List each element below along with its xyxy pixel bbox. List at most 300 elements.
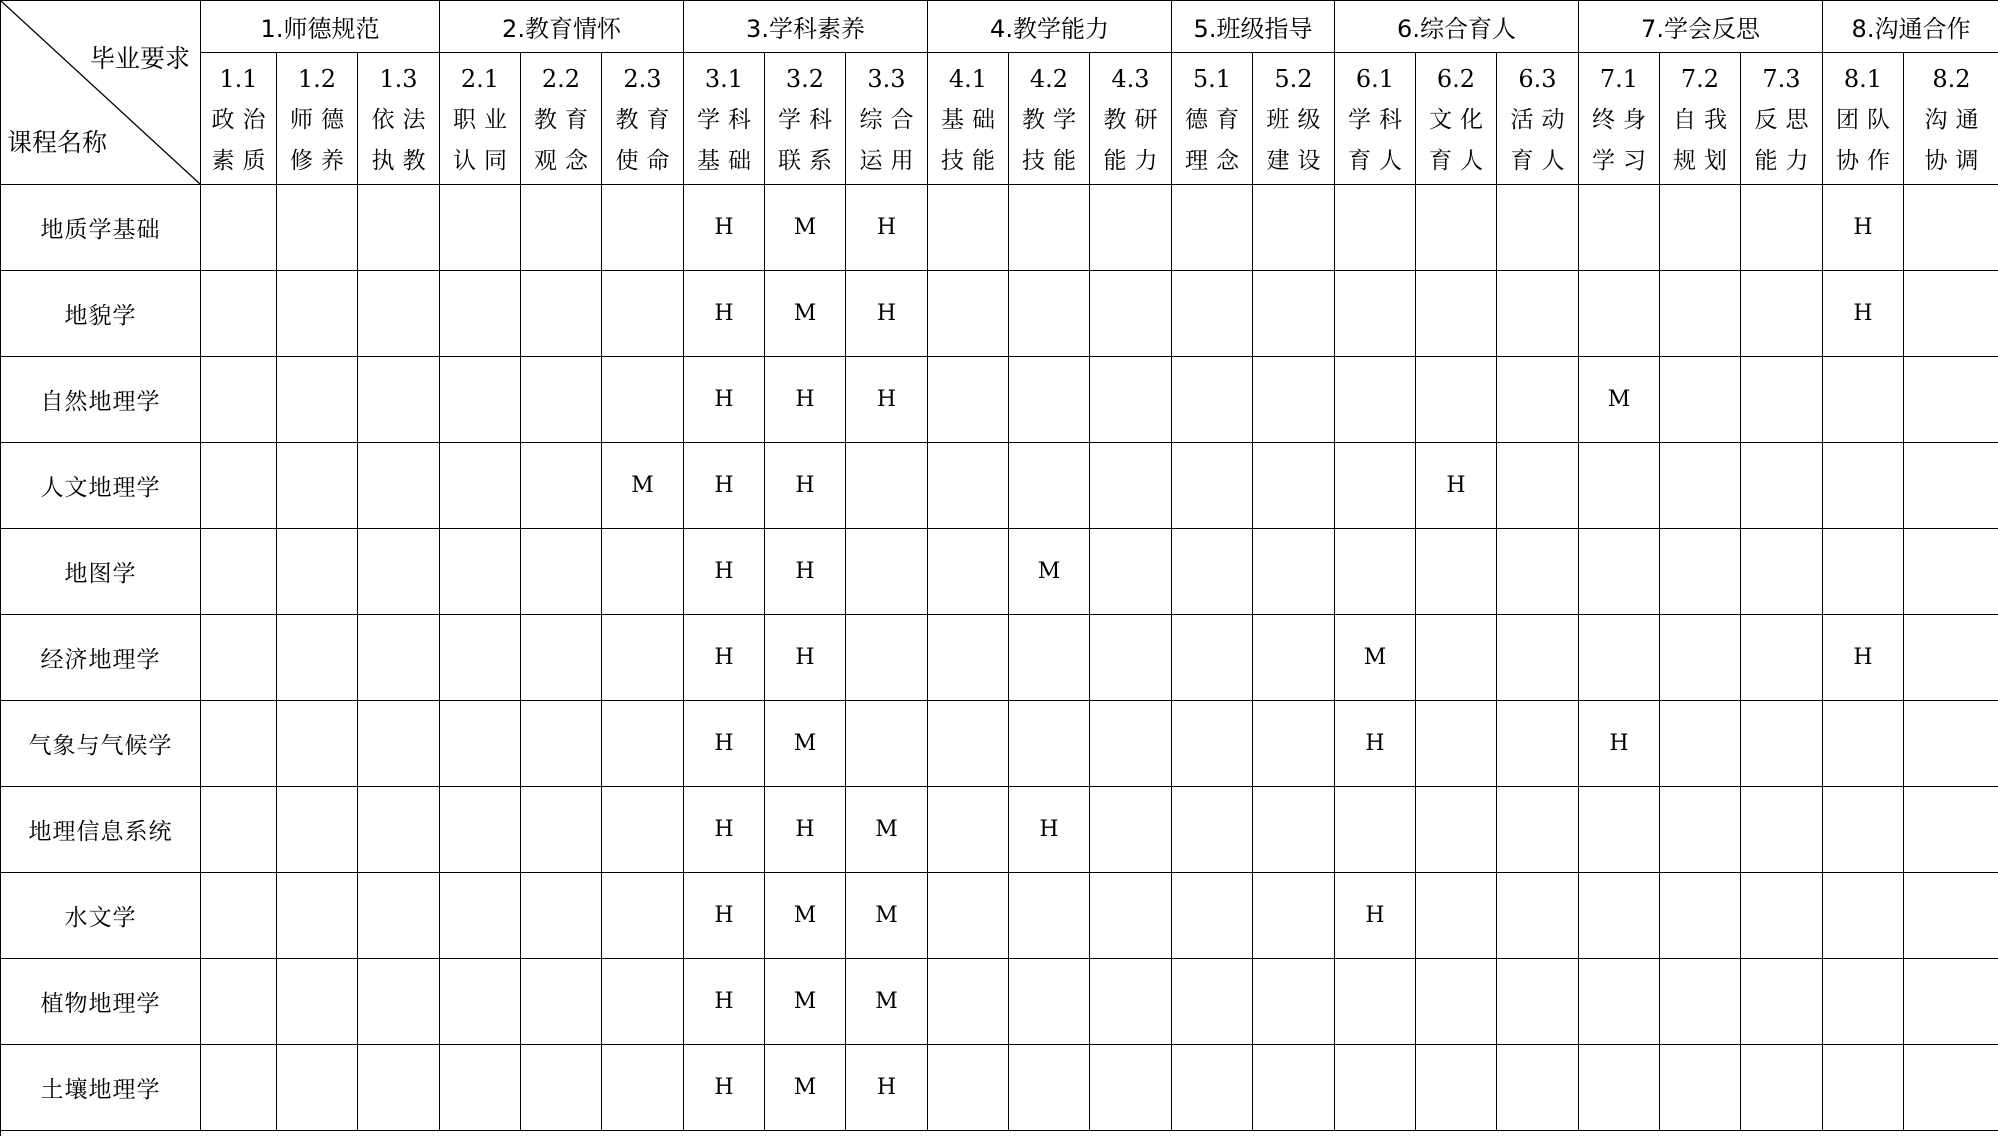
indicator-name-line1: 终身 [1592,107,1654,133]
support-level-cell: M [765,701,846,787]
support-level-cell: H [684,787,765,873]
support-level-cell [1497,357,1579,443]
support-level-cell [1823,787,1904,873]
support-level-cell: H [765,615,846,701]
support-level-cell [1335,443,1416,529]
indicator-code: 2.1 [460,65,500,93]
requirement-group-header: 1.师德规范 [201,1,440,53]
support-level-cell [1579,185,1660,271]
support-level-cell [1090,357,1172,443]
support-level-cell [1253,959,1335,1045]
support-level-cell [521,787,602,873]
indicator-name-line2: 理念 [1185,148,1247,174]
support-level-cell [1660,1045,1741,1131]
indicator-name-line1: 学科 [1348,107,1410,133]
support-level-cell [1090,959,1172,1045]
support-level-cell [1172,873,1253,959]
support-level-cell: M [765,185,846,271]
indicator-name-line1: 学科 [778,107,840,133]
indicator-name-line1: 教育 [534,107,596,133]
support-level-cell [1741,959,1823,1045]
support-level-cell [277,357,358,443]
support-level-cell [1253,615,1335,701]
support-level-cell [1497,615,1579,701]
indicator-code: 2.2 [541,65,581,93]
indicator-name-line2: 素质 [211,148,274,174]
support-level-cell [1335,357,1416,443]
indicator-name-line2: 使命 [615,148,678,174]
support-level-cell: H [684,529,765,615]
support-level-cell [602,873,684,959]
indicator-code: 5.1 [1192,65,1232,93]
support-level-cell: M [1335,615,1416,701]
indicator-header [1660,53,1741,185]
support-level-cell [1579,615,1660,701]
indicator-header [765,53,846,185]
support-level-cell [1009,873,1090,959]
support-level-cell [1416,959,1497,1045]
indicator-name-line2: 基础 [697,148,759,174]
support-level-cell [358,1045,440,1131]
support-level-cell: M [846,873,928,959]
support-level-cell [1497,1045,1579,1131]
support-level-cell [277,701,358,787]
support-level-cell [602,529,684,615]
support-level-cell [1090,185,1172,271]
support-level-cell [1579,959,1660,1045]
support-level-cell [1660,959,1741,1045]
indicator-header [521,53,602,185]
support-level-cell [440,615,521,701]
support-level-cell: H [684,1045,765,1131]
support-level-cell: H [684,873,765,959]
support-level-cell [440,443,521,529]
support-level-cell [1335,529,1416,615]
indicator-code: 4.1 [948,65,988,93]
support-level-cell [1497,529,1579,615]
support-level-cell [928,787,1009,873]
support-level-cell [358,615,440,701]
support-level-cell [1579,271,1660,357]
indicator-name-line2: 育人 [1348,148,1410,174]
support-level-cell: H [684,959,765,1045]
support-level-cell [1253,185,1335,271]
support-level-cell [1497,271,1579,357]
support-level-cell [277,959,358,1045]
indicator-header [277,53,358,185]
support-level-cell [1172,787,1253,873]
indicator-name-line1: 学科 [697,107,759,133]
course-name-cell: 水文学 [1,873,201,959]
support-level-cell [358,959,440,1045]
indicator-header [1823,53,1904,185]
support-level-cell [1579,443,1660,529]
support-level-cell [277,443,358,529]
support-level-cell [440,873,521,959]
support-level-cell [1416,529,1497,615]
support-level-cell [1904,271,1998,357]
support-level-cell [440,1045,521,1131]
support-level-cell [521,271,602,357]
indicator-code: 5.2 [1274,65,1313,93]
support-level-cell [1904,443,1998,529]
support-level-cell [277,1045,358,1131]
indicator-code: 6.3 [1518,65,1557,93]
support-level-cell [1741,185,1823,271]
indicator-header [1741,53,1823,185]
support-level-cell [1253,271,1335,357]
indicator-header [602,53,684,185]
support-level-cell [1416,1045,1497,1131]
support-level-cell [521,185,602,271]
support-level-cell [1904,185,1998,271]
support-level-cell [521,529,602,615]
support-level-cell [1090,271,1172,357]
support-level-cell [1416,185,1497,271]
support-level-cell [1090,1045,1172,1131]
support-level-cell [602,787,684,873]
support-level-cell [1009,443,1090,529]
support-level-cell [928,357,1009,443]
support-level-cell [358,529,440,615]
support-level-cell: M [1009,529,1090,615]
support-level-cell [1497,873,1579,959]
indicator-name-line1: 教研 [1103,107,1166,133]
support-level-cell [1660,271,1741,357]
support-level-cell [1741,271,1823,357]
indicator-name-line1: 德育 [1185,107,1247,133]
support-level-cell [1090,615,1172,701]
support-level-cell [928,529,1009,615]
support-level-cell: H [1335,873,1416,959]
indicator-code: 7.1 [1599,65,1639,93]
support-level-cell [201,959,277,1045]
support-level-cell [358,185,440,271]
course-name-cell: 经济地理学 [1,615,201,701]
requirement-group-header: 4.教学能力 [928,1,1172,53]
indicator-name-line1: 政治 [211,107,274,133]
support-level-cell [1253,357,1335,443]
support-level-cell [440,185,521,271]
support-level-cell [1904,357,1998,443]
requirement-group-header: 6.综合育人 [1335,1,1579,53]
indicator-name-line1: 反思 [1754,107,1817,133]
indicator-name-line1: 自我 [1673,107,1735,133]
support-level-cell [1823,443,1904,529]
indicator-name-line1: 依法 [371,107,434,133]
support-level-cell [1823,873,1904,959]
support-level-cell [928,701,1009,787]
support-level-cell [602,1045,684,1131]
support-level-cell [1497,787,1579,873]
course-name-cell: 植物地理学 [1,959,201,1045]
support-level-cell [1253,701,1335,787]
support-level-cell [1660,357,1741,443]
support-level-cell [1172,1045,1253,1131]
support-level-cell [1009,271,1090,357]
support-level-cell [602,615,684,701]
indicator-header [1497,53,1579,185]
support-level-cell: H [765,787,846,873]
indicator-code: 2.3 [623,65,662,93]
support-level-cell [440,787,521,873]
support-level-cell [201,357,277,443]
support-level-cell: M [765,1045,846,1131]
indicator-name-line2: 修养 [290,148,352,174]
requirement-group-header: 5.班级指导 [1172,1,1335,53]
indicator-name-line2: 技能 [1022,148,1084,174]
course-name-cell: 地质学基础 [1,185,201,271]
support-level-cell [277,529,358,615]
indicator-header [1416,53,1497,185]
support-level-cell [1741,873,1823,959]
support-level-cell [1009,959,1090,1045]
support-level-cell [1660,443,1741,529]
requirement-group-header: 7.学会反思 [1579,1,1823,53]
course-name-cell: 自然地理学 [1,357,201,443]
support-level-cell: H [846,185,928,271]
support-level-cell [928,1045,1009,1131]
support-level-cell [358,701,440,787]
support-level-cell [1416,615,1497,701]
indicator-code: 3.3 [867,65,906,93]
support-level-cell [201,185,277,271]
support-level-cell [928,271,1009,357]
indicator-code: 3.2 [785,65,825,93]
support-level-cell [1172,443,1253,529]
indicator-header [201,53,277,185]
support-level-cell [277,615,358,701]
support-level-cell [1904,1045,1998,1131]
course-name-cell: 土壤地理学 [1,1045,201,1131]
indicator-code: 6.2 [1436,65,1476,93]
requirement-group-header: 3.学科素养 [684,1,928,53]
indicator-header [1335,53,1416,185]
support-level-cell [602,185,684,271]
support-level-cell [201,443,277,529]
support-level-cell [928,873,1009,959]
support-level-cell [277,873,358,959]
support-level-cell [1335,1045,1416,1131]
support-level-cell: H [684,185,765,271]
indicator-name-line2: 能力 [1754,148,1817,174]
support-level-cell: H [684,701,765,787]
indicator-code: 8.2 [1932,65,1971,93]
support-level-cell: M [765,959,846,1045]
support-level-cell [1090,443,1172,529]
support-level-cell [1253,529,1335,615]
support-level-cell [201,787,277,873]
requirement-group-header: 2.教育情怀 [440,1,684,53]
support-level-cell [201,271,277,357]
support-level-cell [1497,701,1579,787]
indicator-header [358,53,440,185]
indicator-header [1579,53,1660,185]
support-level-cell [1009,701,1090,787]
support-level-cell [1416,873,1497,959]
support-level-cell [1741,357,1823,443]
support-level-cell [1172,615,1253,701]
support-level-cell [1579,873,1660,959]
support-level-cell [846,615,928,701]
support-level-cell [846,701,928,787]
support-level-cell [1660,873,1741,959]
support-level-cell [201,529,277,615]
support-level-cell [1090,701,1172,787]
indicator-name-line1: 综合 [859,107,922,133]
indicator-name-line2: 能力 [1103,148,1166,174]
course-name-cell: 人文地理学 [1,443,201,529]
support-level-cell [846,443,928,529]
support-level-cell [277,185,358,271]
support-level-cell [1416,357,1497,443]
indicator-header [684,53,765,185]
indicator-name-line2: 联系 [778,148,840,174]
indicator-header [1172,53,1253,185]
support-level-cell [1335,787,1416,873]
support-level-cell: M [765,873,846,959]
support-level-cell [1253,787,1335,873]
support-level-cell [1172,529,1253,615]
support-level-cell [440,701,521,787]
indicator-name-line2: 技能 [941,148,1003,174]
indicator-header [928,53,1009,185]
support-level-cell [1823,701,1904,787]
support-level-cell: H [1009,787,1090,873]
indicator-name-line2: 运用 [859,148,922,174]
support-level-cell [928,185,1009,271]
support-level-cell: H [684,443,765,529]
support-level-cell [358,271,440,357]
support-level-cell [521,443,602,529]
support-level-cell: H [846,271,928,357]
support-level-cell [1009,357,1090,443]
support-level-cell [358,357,440,443]
support-level-cell: H [684,357,765,443]
indicator-name-line2: 观念 [534,148,596,174]
table-corner-header [1,1,201,185]
indicator-code: 6.1 [1355,65,1395,93]
support-level-cell [1090,873,1172,959]
support-level-cell [201,615,277,701]
indicator-code: 8.1 [1843,65,1883,93]
support-level-cell: M [765,271,846,357]
support-level-cell [1660,185,1741,271]
support-level-cell: H [765,529,846,615]
support-level-cell [1904,615,1998,701]
course-name-cell: 地貌学 [1,271,201,357]
indicator-name-line2: 执教 [371,148,434,174]
support-level-cell [1253,443,1335,529]
support-level-cell [521,959,602,1045]
support-level-cell [1172,701,1253,787]
indicator-header [1090,53,1172,185]
support-level-cell [1497,959,1579,1045]
requirement-group-header: 8.沟通合作 [1823,1,1998,53]
support-level-cell [1660,615,1741,701]
support-level-cell [1741,615,1823,701]
support-level-cell [602,959,684,1045]
support-level-cell [1579,529,1660,615]
indicator-name-line2: 认同 [453,148,515,174]
indicator-header [846,53,928,185]
support-level-cell [1579,1045,1660,1131]
support-level-cell [201,1045,277,1131]
indicator-name-line1: 团队 [1836,107,1898,133]
indicator-name-line2: 协作 [1836,148,1898,174]
indicator-name-line1: 班级 [1266,107,1329,133]
support-level-cell [1904,701,1998,787]
support-level-cell: M [1579,357,1660,443]
course-name-cell: 地图学 [1,529,201,615]
support-level-cell [928,959,1009,1045]
support-level-cell [1172,185,1253,271]
support-level-cell [1253,873,1335,959]
support-level-cell [1172,959,1253,1045]
support-level-cell [1741,787,1823,873]
support-level-cell [358,443,440,529]
indicator-header [1009,53,1090,185]
support-level-cell [1741,529,1823,615]
support-level-cell [1904,787,1998,873]
indicator-name-line2: 规划 [1673,148,1735,174]
indicator-name-line1: 文化 [1429,107,1491,133]
support-level-cell [1335,959,1416,1045]
support-level-cell [602,357,684,443]
support-level-cell [1416,271,1497,357]
support-level-cell [521,615,602,701]
support-level-cell [1009,615,1090,701]
indicator-name-line1: 基础 [941,107,1003,133]
support-level-cell [521,357,602,443]
support-level-cell [1253,1045,1335,1131]
support-level-cell [1090,529,1172,615]
indicator-code: 7.3 [1762,65,1801,93]
support-level-cell [440,959,521,1045]
support-level-cell [277,271,358,357]
support-level-cell [358,787,440,873]
support-level-cell [1741,1045,1823,1131]
support-level-cell [1497,185,1579,271]
indicator-name-line2: 育人 [1429,148,1491,174]
support-level-cell [602,701,684,787]
support-level-cell [1009,185,1090,271]
support-level-cell: H [765,357,846,443]
support-level-cell [521,1045,602,1131]
support-level-cell: H [1579,701,1660,787]
support-level-cell [1660,787,1741,873]
indicator-name-line1: 教学 [1022,107,1084,133]
support-level-cell [1823,529,1904,615]
support-level-cell: H [1416,443,1497,529]
indicator-name-line1: 活动 [1510,107,1573,133]
support-level-cell [521,701,602,787]
support-level-cell [440,529,521,615]
support-level-cell [1090,787,1172,873]
indicator-code: 1.2 [297,65,337,93]
indicator-name-line1: 教育 [615,107,678,133]
indicator-code: 3.1 [704,65,744,93]
support-level-cell: M [602,443,684,529]
support-level-cell [440,271,521,357]
indicator-header [440,53,521,185]
support-level-cell [201,701,277,787]
support-level-cell [201,873,277,959]
indicator-code: 1.3 [379,65,418,93]
indicator-header [1904,53,1998,185]
support-level-cell [1579,787,1660,873]
indicator-name-line1: 沟通 [1924,107,1987,133]
